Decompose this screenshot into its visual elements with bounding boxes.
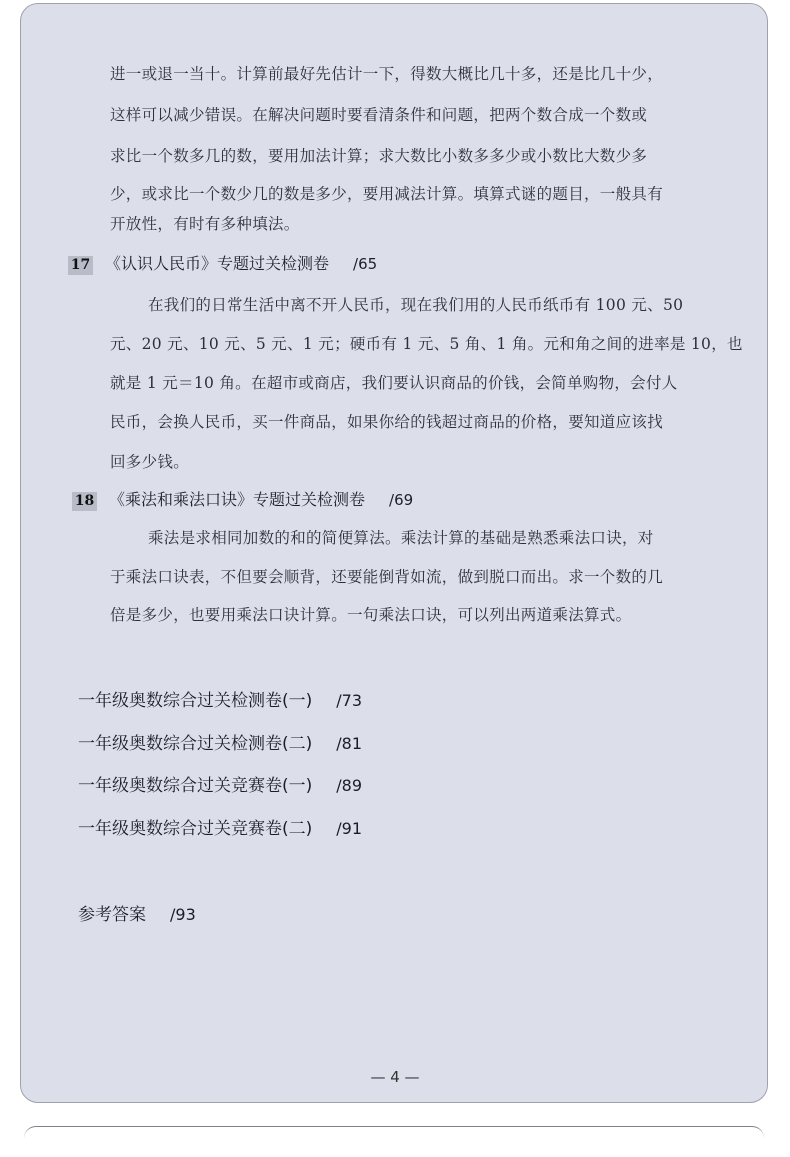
section-title: 《认识人民币》专题过关检测卷 xyxy=(105,254,330,273)
answers-page: /93 xyxy=(170,905,196,924)
page-number: — 4 — xyxy=(370,1068,420,1086)
answers-title: 参考答案 xyxy=(78,905,146,925)
toc-entry xyxy=(78,729,362,754)
paragraph-line: 求比一个数多几的数，要用加法计算；求大数比小数多多少或小数比大数少多 xyxy=(110,147,648,165)
toc-entry xyxy=(78,686,362,711)
toc-entry-page: /89 xyxy=(336,776,363,795)
toc-entry-title: 一年级奥数综合过关竞赛卷(二) xyxy=(78,819,313,839)
toc-entry-title: 一年级奥数综合过关检测卷(二) xyxy=(78,734,313,754)
toc-entry-title: 一年级奥数综合过关竞赛卷(一) xyxy=(78,776,313,796)
section-page: /69 xyxy=(389,491,414,509)
toc-entry-page: /73 xyxy=(336,691,363,710)
next-page-edge xyxy=(24,1126,764,1157)
section-number: 17 xyxy=(68,256,93,275)
toc-entry-page: /81 xyxy=(336,734,363,753)
paragraph-line: 在我们的日常生活中离不开人民币，现在我们用的人民币纸币有 100 元、50 xyxy=(148,296,684,314)
paragraph-line: 这样可以减少错误。在解决问题时要看清条件和问题，把两个数合成一个数或 xyxy=(110,106,648,124)
paragraph-line: 民币，会换人民币，买一件商品，如果你给的钱超过商品的价格，要知道应该找 xyxy=(110,413,664,431)
paragraph-line: 乘法是求相同加数的和的简便算法。乘法计算的基础是熟悉乘法口诀，对 xyxy=(148,529,654,547)
section-number: 18 xyxy=(72,492,97,511)
paragraph-line: 就是 1 元＝10 角。在超市或商店，我们要认识商品的价钱，会简单购物，会付人 xyxy=(110,374,678,392)
paragraph-line: 倍是多少，也要用乘法口诀计算。一句乘法口诀，可以列出两道乘法算式。 xyxy=(110,606,632,624)
toc-entry-title: 一年级奥数综合过关检测卷(一) xyxy=(78,691,313,711)
paragraph-line: 开放性，有时有多种填法。 xyxy=(110,215,300,233)
answers-entry xyxy=(78,900,196,925)
paragraph-line: 回多少钱。 xyxy=(110,453,190,471)
section-page: /65 xyxy=(353,255,378,273)
section-17-heading xyxy=(68,251,377,275)
paragraph-line: 少，或求比一个数少几的数是多少，要用减法计算。填算式谜的题目，一般具有 xyxy=(110,185,664,203)
document-page xyxy=(20,3,768,1103)
paragraph-line: 于乘法口诀表，不但要会顺背，还要能倒背如流，做到脱口而出。求一个数的几 xyxy=(110,568,664,586)
toc-entry-page: /91 xyxy=(336,819,363,838)
toc-entry xyxy=(78,814,362,839)
section-title: 《乘法和乘法口诀》专题过关检测卷 xyxy=(109,490,366,509)
paragraph-line: 进一或退一当十。计算前最好先估计一下，得数大概比几十多，还是比几十少， xyxy=(110,65,664,83)
paragraph-line: 元、20 元、10 元、5 元、1 元；硬币有 1 元、5 角、1 角。元和角之间的进率是 10，也 xyxy=(110,335,743,353)
toc-entry xyxy=(78,771,362,796)
section-18-heading xyxy=(72,487,413,511)
